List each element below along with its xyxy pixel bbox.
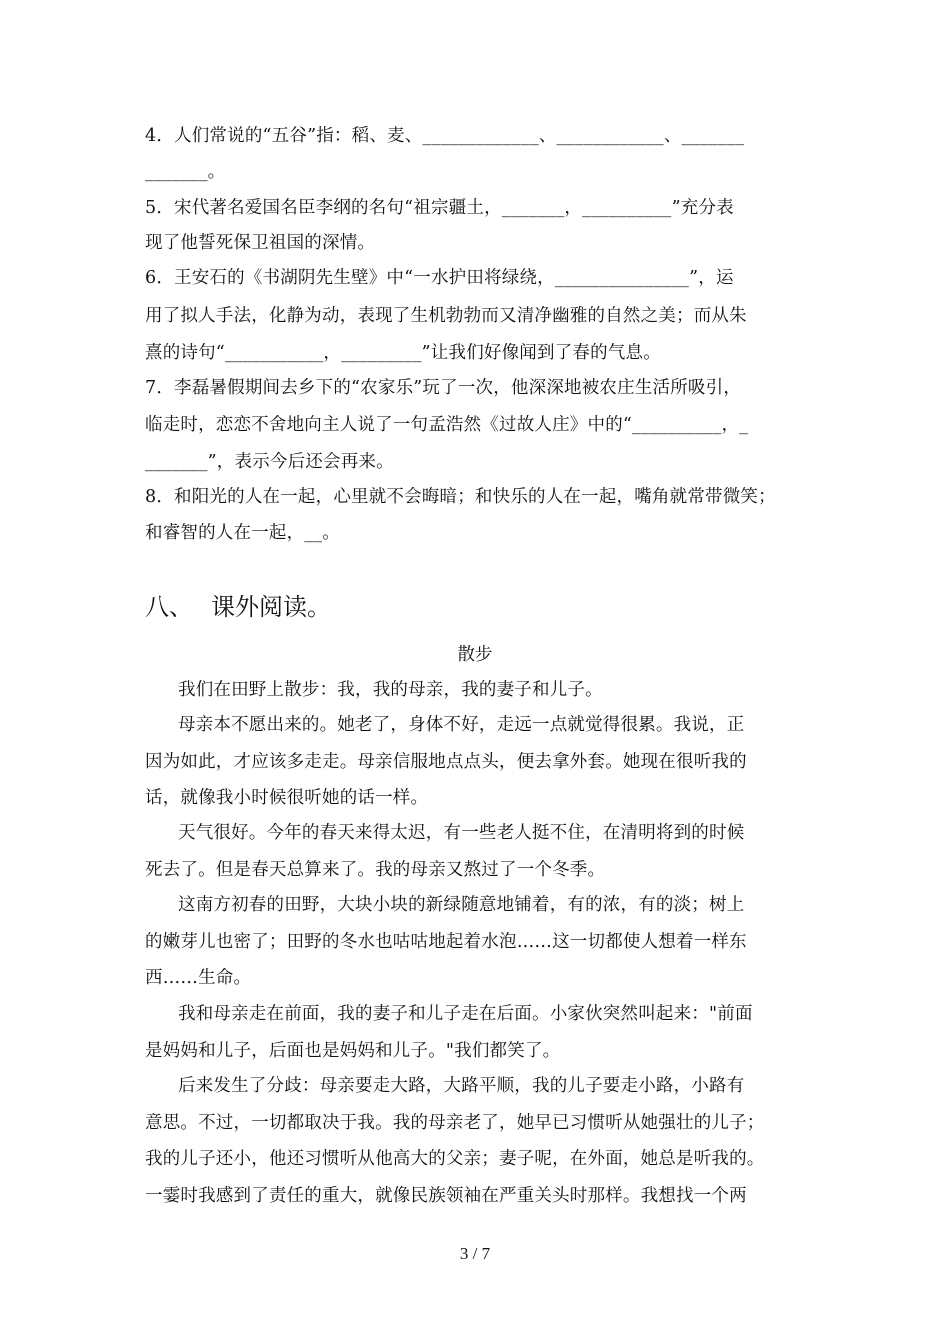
- question-6-line-3: 熹的诗句“___________，_________”让我们好像闻到了春的气息。: [145, 343, 661, 363]
- section-heading: [145, 592, 331, 622]
- question-8-line-1: 8．和阳光的人在一起，心里就不会晦暗；和快乐的人在一起，嘴角就常带微笑；: [145, 487, 776, 507]
- question-7-line-2: 临走时，恋恋不舍地向主人说了一句孟浩然《过故人庄》中的“__________，_: [145, 415, 749, 435]
- paragraph-2-line-3: 话，就像我小时候很听她的话一样。: [145, 788, 429, 808]
- paragraph-6-line-2: 意思。不过，一切都取决于我。我的母亲老了，她早已习惯听从她强壮的儿子；: [145, 1113, 765, 1133]
- paragraph-6-line-1: 后来发生了分歧：母亲要走大路，大路平顺，我的儿子要走小路，小路有: [178, 1076, 745, 1096]
- reading-title: 散步: [457, 645, 493, 665]
- question-5-line-1: 5．宋代著名爱国名臣李纲的名句“祖宗疆土，_______，__________”充分表: [145, 198, 734, 218]
- page-number: 3 / 7: [459, 1244, 491, 1263]
- paragraph-6-line-3: 我的儿子还小，他还习惯听从他高大的父亲；妻子呢，在外面，她总是听我的。: [145, 1149, 765, 1169]
- paragraph-5-line-2: 是妈妈和儿子，后面也是妈妈和儿子。"我们都笑了。: [145, 1041, 561, 1061]
- question-8-line-2: 和睿智的人在一起，__。: [145, 523, 340, 543]
- paragraph-1-line-1: 我们在田野上散步：我，我的母亲，我的妻子和儿子。: [178, 680, 603, 700]
- section-title: 课外阅读。: [211, 593, 331, 621]
- paragraph-4-line-3: 西……生命。: [145, 968, 252, 988]
- question-5-line-2: 现了他誓死保卫祖国的深情。: [145, 233, 376, 253]
- section-number: 八、: [145, 593, 193, 621]
- paragraph-2-line-2: 因为如此，才应该多走走。母亲信服地点点头，便去拿外套。她现在很听我的: [145, 752, 747, 772]
- paragraph-4-line-2: 的嫩芽儿也密了；田野的冬水也咕咕地起着水泡……这一切都使人想着一样东: [145, 932, 747, 952]
- paragraph-3-line-1: 天气很好。今年的春天来得太迟，有一些老人挺不住，在清明将到的时候: [178, 823, 745, 843]
- paragraph-3-line-2: 死去了。但是春天总算来了。我的母亲又熬过了一个冬季。: [145, 860, 606, 880]
- question-4-line-1: 4．人们常说的“五谷”指：稻、麦、_____________、____________、_______: [145, 126, 745, 146]
- question-6-line-1: 6．王安石的《书湖阴先生壁》中“一水护田将绿绕，_______________”，运: [145, 268, 734, 288]
- question-6-line-2: 用了拟人手法，化静为动，表现了生机勃勃而又清净幽雅的自然之美；而从朱: [145, 306, 747, 326]
- question-7-line-1: 7．李磊暑假期间去乡下的“农家乐”玩了一次，他深深地被农庄生活所吸引，: [145, 378, 742, 398]
- question-7-line-3: _______”，表示今后还会再来。: [145, 452, 394, 472]
- paragraph-6-line-4: 一霎时我感到了责任的重大，就像民族领袖在严重关头时那样。我想找一个两: [145, 1186, 747, 1206]
- paragraph-4-line-1: 这南方初春的田野，大块小块的新绿随意地铺着，有的浓，有的淡；树上: [178, 895, 745, 915]
- paragraph-2-line-1: 母亲本不愿出来的。她老了，身体不好，走远一点就觉得很累。我说，正: [178, 715, 745, 735]
- paragraph-5-line-1: 我和母亲走在前面，我的妻子和儿子走在后面。小家伙突然叫起来："前面: [178, 1004, 753, 1024]
- question-4-line-2: _______。: [145, 162, 226, 182]
